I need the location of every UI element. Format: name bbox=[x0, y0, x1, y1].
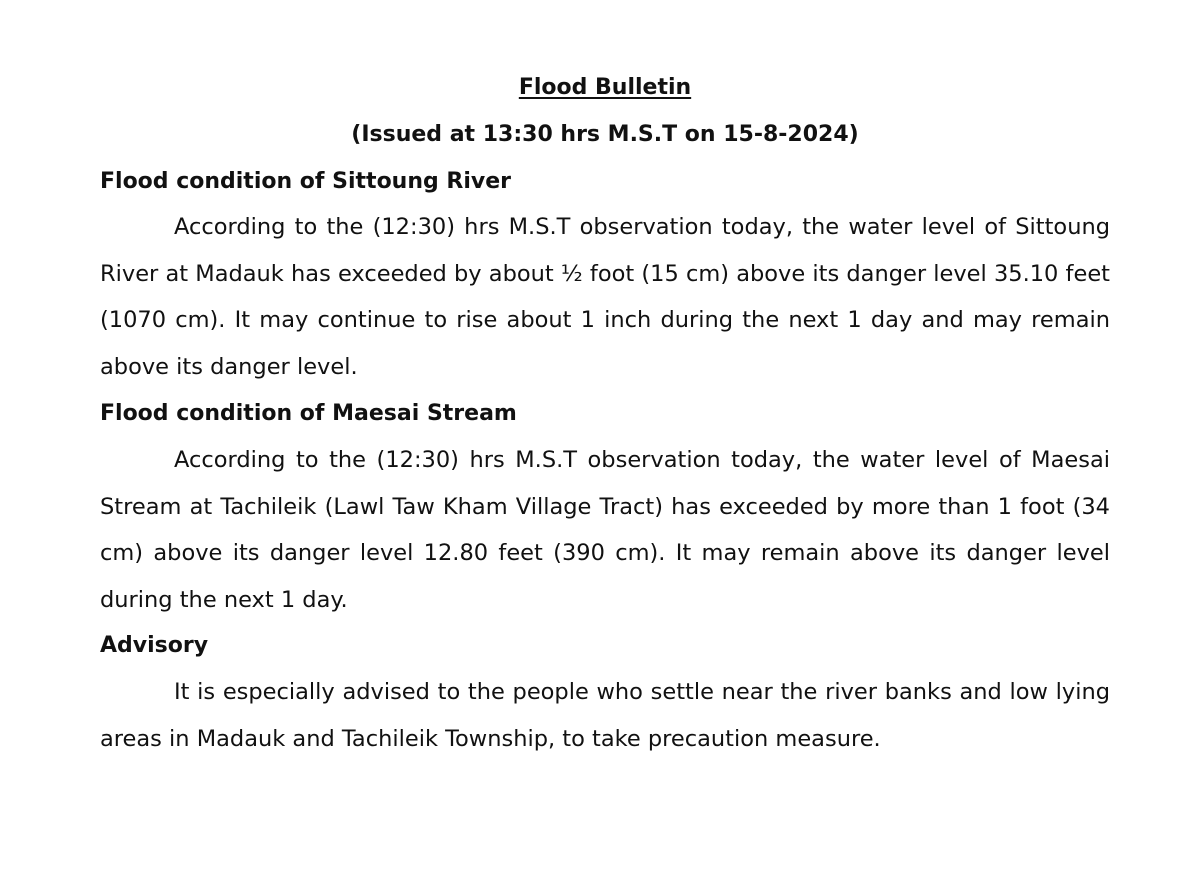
section-heading-maesai: Flood condition of Maesai Stream bbox=[100, 401, 517, 426]
section-heading-advisory: Advisory bbox=[100, 633, 209, 658]
section-body-maesai: According to the (12:30) hrs M.S.T observation today, the water level of Maesai Stream at Tachileik (Lawl Taw Kham Village Tract) has exceeded by more than 1 foot (34 cm) above its danger level 12.80 feet (390 cm). It may remain above its danger level during the next 1 day. bbox=[100, 447, 1110, 613]
bulletin-issued-line: (Issued at 13:30 hrs M.S.T on 15-8-2024) bbox=[351, 122, 859, 147]
bulletin-title: Flood Bulletin bbox=[518, 75, 692, 100]
section-body-sittoung: According to the (12:30) hrs M.S.T observation today, the water level of Sittoung River at Madauk has exceeded by about ½ foot (15 cm) above its danger level 35.10 feet (1070 cm). It may continue to rise about 1 inch during the next 1 day and may remain above its danger level. bbox=[100, 214, 1110, 380]
section-heading-sittoung: Flood condition of Sittoung River bbox=[100, 169, 512, 194]
section-body-advisory: It is especially advised to the people who settle near the river banks and low lying areas in Madauk and Tachileik Township, to take precaution measure. bbox=[100, 679, 1110, 752]
